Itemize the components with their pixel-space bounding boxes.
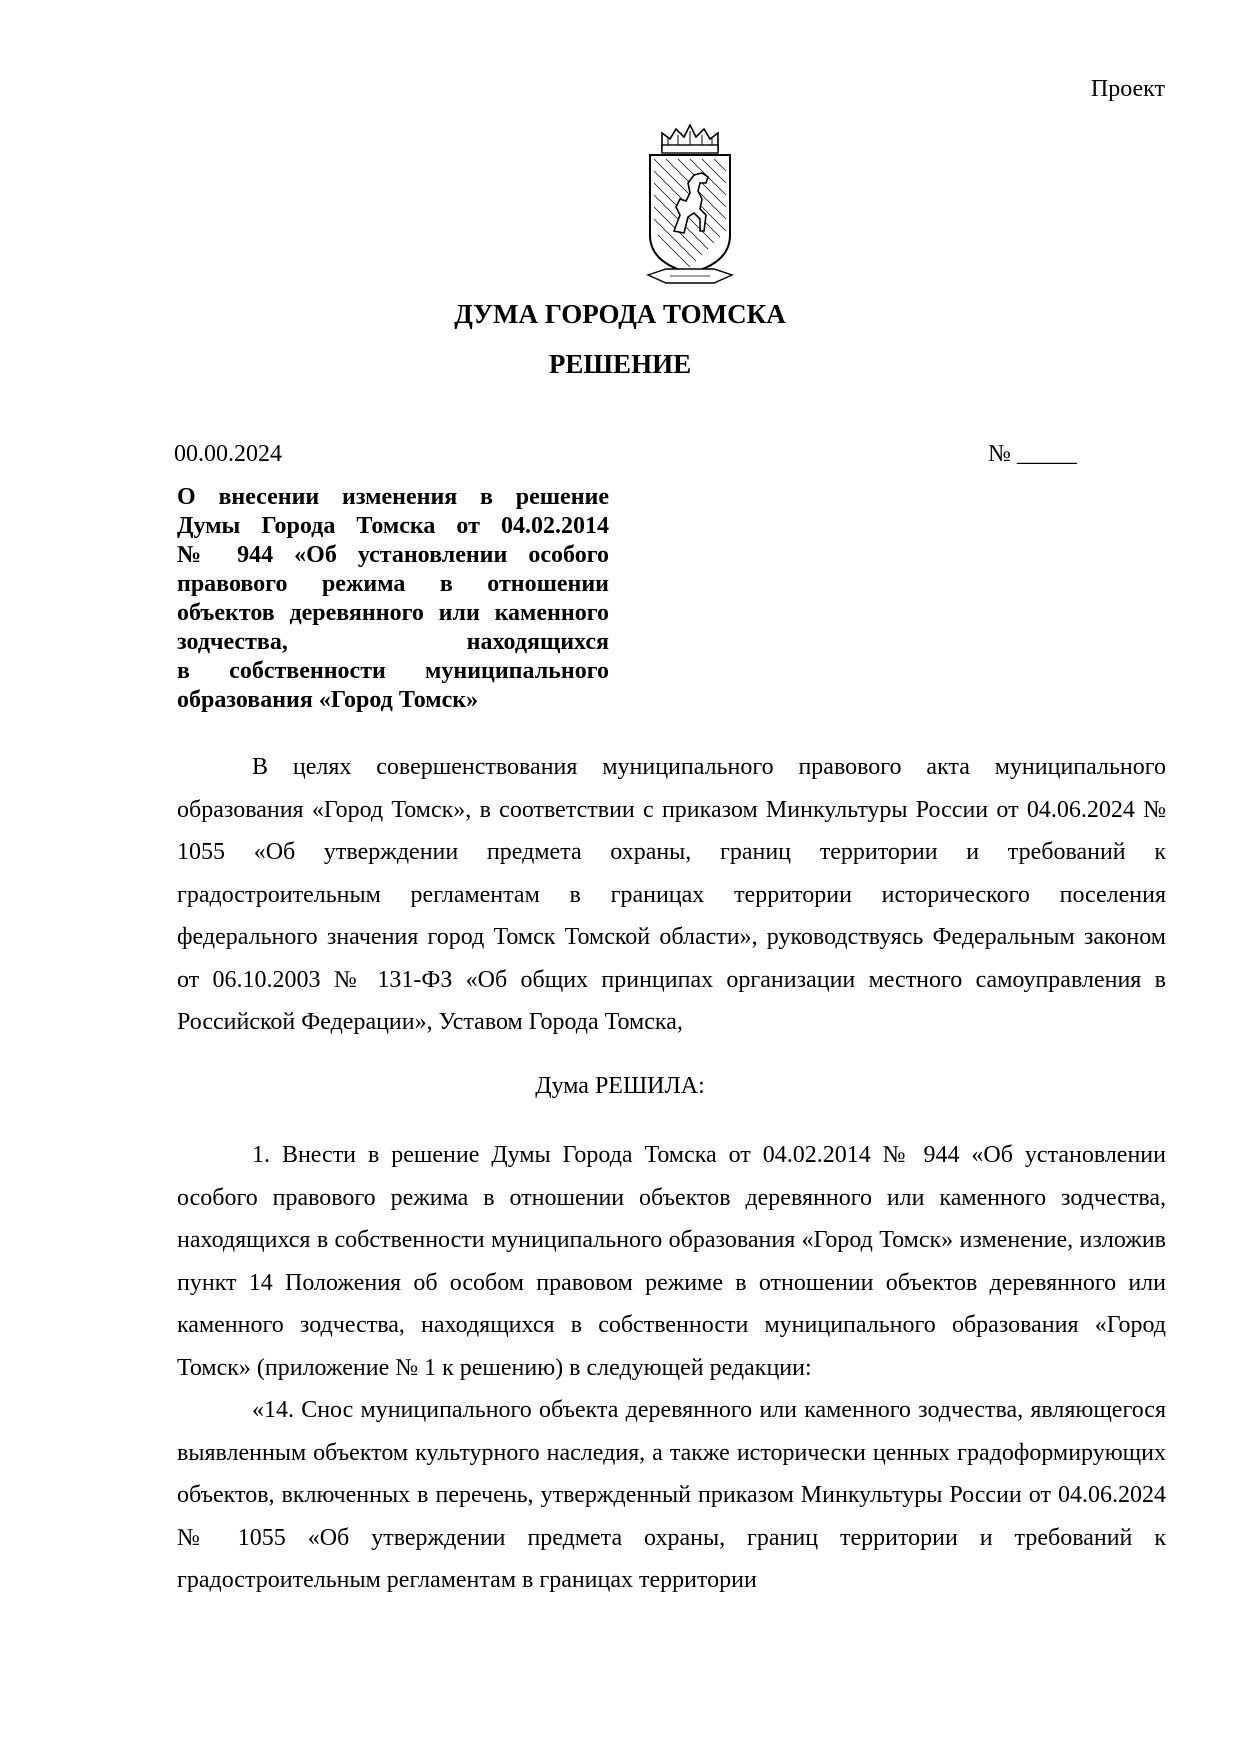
- tomsk-coat-of-arms-icon: [640, 123, 740, 293]
- resolved-heading: Дума РЕШИЛА:: [535, 1073, 705, 1099]
- subject-line: в собственности муниципального: [177, 658, 609, 684]
- resolution-items: [177, 1134, 1166, 1602]
- council-title: ДУМА ГОРОДА ТОМСКА: [454, 299, 786, 329]
- decision-subject: [177, 483, 609, 715]
- document-type-heading: РЕШЕНИЕ: [548, 349, 692, 379]
- subject-line: О внесении изменения в решение: [177, 484, 609, 510]
- draft-label: Проект: [1090, 76, 1165, 102]
- subject-line: Думы Города Томска от 04.02.2014: [177, 513, 609, 539]
- subject-line: правового режима в отношении: [177, 571, 609, 597]
- item-1-paragraph: 1. Внести в решение Думы Города Томска от 04.02.2014 № 944 «Об установлении особого правового режима в отношении объектов деревянного или каменного зодчества, находящихся в собственности муниципального образования «Город Томск» изменение, изложив пункт 14 Положения об особом правовом режиме в отношении объектов деревянного или каменного зодчества, находящихся в собственности муниципального образования «Город Томск» (приложение № 1 к решению) в следующей редакции:: [177, 1142, 1166, 1381]
- preamble-paragraph: В целях совершенствования муниципального правового акта муниципального образования «Город Томск», в соответствии с приказом Минкультуры России от 04.06.2024 № 1055 «Об утверждении предмета охраны, границ территории и требований к градостроительным регламентам в границах территории исторического поселения федерального значения город Томск Томской области», руководствуясь Федеральным законом от 06.10.2003 № 131-ФЗ «Об общих принципах организации местного самоуправления в Российской Федерации», Уставом Города Томска,: [177, 754, 1166, 1035]
- subject-line: образования «Город Томск»: [177, 687, 479, 713]
- subject-line: объектов деревянного или каменного: [177, 600, 609, 626]
- preamble-section: [177, 746, 1166, 1044]
- item-14-paragraph: «14. Снос муниципального объекта деревянного или каменного зодчества, являющегося выявленным объектом культурного наследия, а также исторически ценных градоформирующих объектов, включенных в перечень, утвержденный приказом Минкультуры России от 04.06.2024 № 1055 «Об утверждении предмета охраны, границ территории и требований к градостроительным регламентам в границах территории: [177, 1397, 1166, 1593]
- subject-line: № 944 «Об установлении особого: [177, 542, 609, 568]
- decision-number: № _____: [988, 441, 1077, 467]
- decision-date: 00.00.2024: [174, 441, 282, 467]
- subject-line: зодчества, находящихся: [177, 629, 609, 655]
